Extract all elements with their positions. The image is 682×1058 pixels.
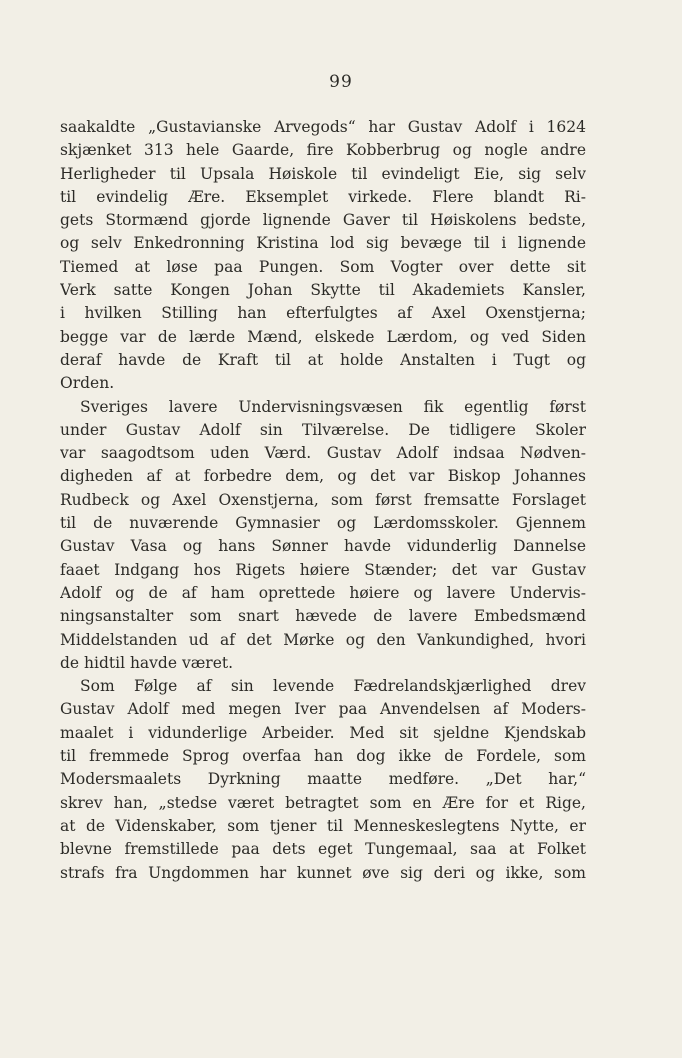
text-line: maalet i vidunderlige Arbeider. Med sit sjeldne Kjendskab xyxy=(60,723,586,742)
text-line: skrev han, „stedse været betragtet som en Ære for et Rige, xyxy=(60,793,586,812)
text-line: Orden. xyxy=(60,374,115,393)
text-line: var saagodtsom uden Værd. Gustav Adolf indsaa Nødven- xyxy=(60,444,586,463)
text-line: Verk satte Kongen Johan Skytte til Akademiets Kansler, xyxy=(60,281,586,300)
text-line: Rudbeck og Axel Oxenstjerna, som først fremsatte Forslaget xyxy=(60,490,586,509)
text-line: faaet Indgang hos Rigets høiere Stænder; det var Gustav xyxy=(60,560,586,579)
text-line: digheden af at forbedre dem, og det var Biskop Johannes xyxy=(60,467,586,486)
page-number: 99 xyxy=(329,72,353,92)
text-line: Som Følge af sin levende Fædrelandskjærlighed drev xyxy=(80,677,586,696)
text-line: ningsanstalter som snart hævede de lavere Embedsmænd xyxy=(60,607,586,626)
text-line: strafs fra Ungdommen har kunnet øve sig deri og ikke, som xyxy=(60,863,586,882)
text-line: deraf havde de Kraft til at holde Anstalten i Tugt og xyxy=(60,350,586,369)
text-line: de hidtil havde været. xyxy=(60,653,234,672)
text-line: i hvilken Stilling han efterfulgtes af Axel Oxenstjerna; xyxy=(60,304,586,323)
body-text xyxy=(60,116,586,885)
text-line: Modersmaalets Dyrkning maatte medføre. „Det har,“ xyxy=(60,770,586,789)
text-line: Tiemed at løse paa Pungen. Som Vogter over dette sit xyxy=(60,257,586,276)
text-line: og selv Enkedronning Kristina lod sig bevæge til i lignende xyxy=(60,234,586,253)
text-line: saakaldte „Gustavianske Arvegods“ har Gustav Adolf i 1624 xyxy=(60,118,586,136)
text-line: skjænket 313 hele Gaarde, fire Kobberbrug og nogle andre xyxy=(60,141,586,160)
text-line: til evindelig Ære. Eksemplet virkede. Flere blandt Ri- xyxy=(60,187,586,206)
text-line: til fremmede Sprog overfaa han dog ikke de Fordele, som xyxy=(60,747,586,766)
text-line: Herligheder til Upsala Høiskole til evindeligt Eie, sig selv xyxy=(60,164,586,183)
text-line: Adolf og de af ham oprettede høiere og lavere Undervis- xyxy=(60,583,586,602)
text-line: gets Stormænd gjorde lignende Gaver til Høiskolens bedste, xyxy=(60,211,586,230)
text-line: Middelstanden ud af det Mørke og den Vankundighed, hvori xyxy=(60,630,586,649)
text-line: Sveriges lavere Undervisningsvæsen fik egentlig først xyxy=(80,397,586,416)
text-line: til de nuværende Gymnasier og Lærdomsskoler. Gjennem xyxy=(60,514,586,533)
text-line: at de Videnskaber, som tjener til Menneskeslegtens Nytte, er xyxy=(60,816,586,835)
text-line: begge var de lærde Mænd, elskede Lærdom, og ved Siden xyxy=(60,327,586,346)
text-line: Gustav Vasa og hans Sønner havde vidunderlig Dannelse xyxy=(60,537,586,556)
text-line: under Gustav Adolf sin Tilværelse. De tidligere Skoler xyxy=(60,420,586,439)
text-line: Gustav Adolf med megen Iver paa Anvendelsen af Moders- xyxy=(60,700,586,719)
text-line: blevne fremstillede paa dets eget Tungemaal, saa at Folket xyxy=(60,840,586,859)
